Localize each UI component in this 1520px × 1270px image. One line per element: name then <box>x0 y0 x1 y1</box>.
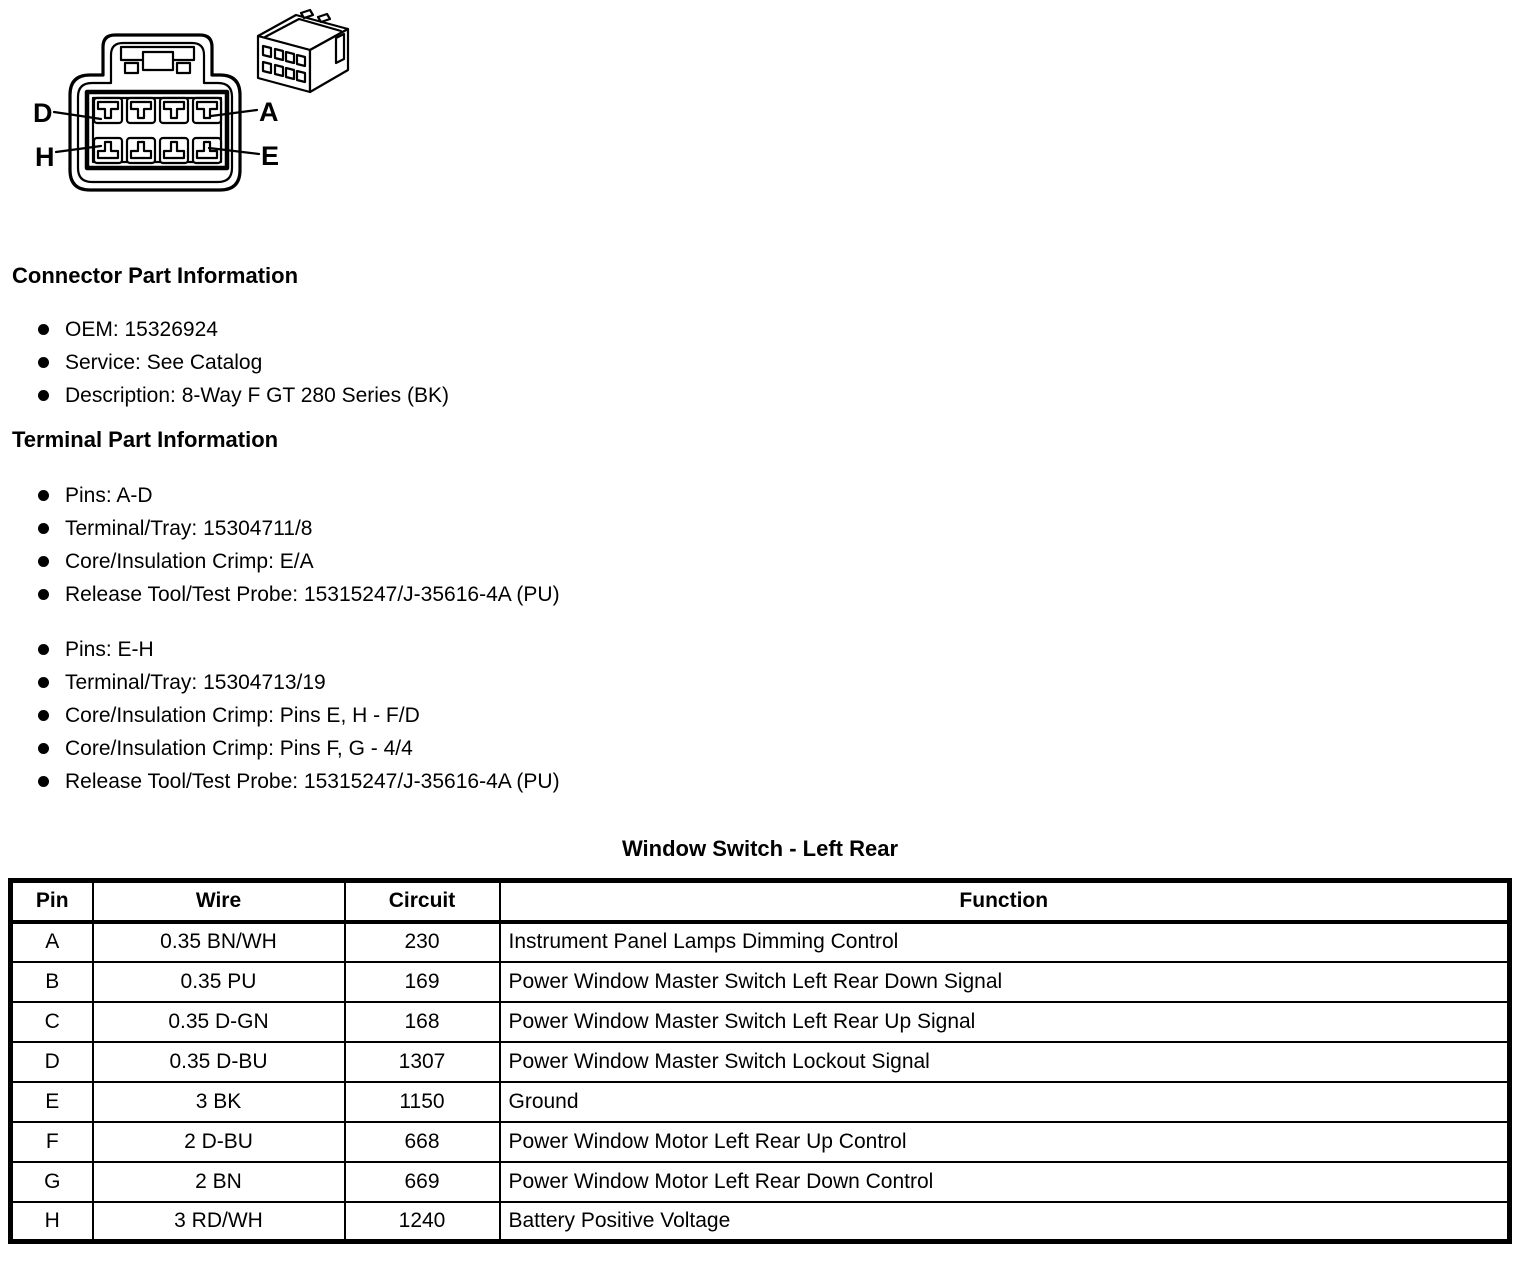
bullet-item: Pins: A-D <box>38 479 560 512</box>
cell-wire: 2 D-BU <box>93 1122 345 1162</box>
bullet-item: Description: 8-Way F GT 280 Series (BK) <box>38 379 449 412</box>
connector-diagram <box>25 0 385 220</box>
latch-center <box>143 52 173 70</box>
connector-part-bullets <box>38 313 449 412</box>
cell-wire: 3 BK <box>93 1082 345 1122</box>
cell-circuit: 669 <box>345 1162 500 1202</box>
cell-function: Ground <box>500 1082 1510 1122</box>
cell-wire: 0.35 D-BU <box>93 1042 345 1082</box>
cell-function: Battery Positive Voltage <box>500 1202 1510 1242</box>
cell-pin: D <box>11 1042 93 1082</box>
table-row <box>11 1162 1510 1202</box>
table-row <box>11 1122 1510 1162</box>
cell-pin: C <box>11 1002 93 1042</box>
cell-circuit: 1240 <box>345 1202 500 1242</box>
bullet-item: Terminal/Tray: 15304711/8 <box>38 512 560 545</box>
pin-label-e: E <box>261 141 280 171</box>
cell-wire: 0.35 BN/WH <box>93 922 345 962</box>
bullet-item: Service: See Catalog <box>38 346 449 379</box>
latch-tooth-right <box>177 63 190 73</box>
cell-pin: F <box>11 1122 93 1162</box>
connector-isometric-view <box>258 10 348 92</box>
cell-function: Instrument Panel Lamps Dimming Control <box>500 922 1510 962</box>
cell-wire: 0.35 PU <box>93 962 345 1002</box>
table-header-row <box>11 881 1510 922</box>
column-header-pin: Pin <box>11 881 93 922</box>
column-header-circuit: Circuit <box>345 881 500 922</box>
column-header-wire: Wire <box>93 881 345 922</box>
cell-function: Power Window Master Switch Left Rear Up Signal <box>500 1002 1510 1042</box>
pin-label-d: D <box>33 98 53 128</box>
table-row <box>11 922 1510 962</box>
cell-pin: A <box>11 922 93 962</box>
cell-wire: 2 BN <box>93 1162 345 1202</box>
cell-circuit: 1307 <box>345 1042 500 1082</box>
bullet-item: OEM: 15326924 <box>38 313 449 346</box>
cell-function: Power Window Master Switch Left Rear Down Signal <box>500 962 1510 1002</box>
cell-pin: B <box>11 962 93 1002</box>
bullet-item: Release Tool/Test Probe: 15315247/J-35616-4A (PU) <box>38 765 560 798</box>
pinout-table <box>8 878 1512 1244</box>
terminal-part-bullets-pins-a-d <box>38 479 560 611</box>
terminal-part-bullets-pins-e-h <box>38 633 560 798</box>
pin-label-a: A <box>259 97 279 127</box>
bullet-item: Terminal/Tray: 15304713/19 <box>38 666 560 699</box>
cell-function: Power Window Motor Left Rear Down Control <box>500 1162 1510 1202</box>
table-row <box>11 1082 1510 1122</box>
cell-function: Power Window Motor Left Rear Up Control <box>500 1122 1510 1162</box>
bullet-item: Core/Insulation Crimp: E/A <box>38 545 560 578</box>
cell-pin: G <box>11 1162 93 1202</box>
cell-circuit: 230 <box>345 922 500 962</box>
bullet-item: Pins: E-H <box>38 633 560 666</box>
terminal-part-heading: Terminal Part Information <box>12 427 279 452</box>
bullet-item: Release Tool/Test Probe: 15315247/J-35616-4A (PU) <box>38 578 560 611</box>
table-row <box>11 1042 1510 1082</box>
cell-pin: H <box>11 1202 93 1242</box>
bullet-item: Core/Insulation Crimp: Pins F, G - 4/4 <box>38 732 560 765</box>
cell-wire: 3 RD/WH <box>93 1202 345 1242</box>
table-row <box>11 962 1510 1002</box>
pin-label-h: H <box>35 142 55 172</box>
bullet-item: Core/Insulation Crimp: Pins E, H - F/D <box>38 699 560 732</box>
table-row <box>11 1002 1510 1042</box>
cell-circuit: 668 <box>345 1122 500 1162</box>
cell-pin: E <box>11 1082 93 1122</box>
cell-circuit: 169 <box>345 962 500 1002</box>
cell-wire: 0.35 D-GN <box>93 1002 345 1042</box>
cell-circuit: 168 <box>345 1002 500 1042</box>
connector-part-heading: Connector Part Information <box>12 263 299 288</box>
cell-circuit: 1150 <box>345 1082 500 1122</box>
table-title: Window Switch - Left Rear <box>621 836 899 861</box>
column-header-function: Function <box>500 881 1510 922</box>
latch-tooth-left <box>125 63 138 73</box>
cell-function: Power Window Master Switch Lockout Signal <box>500 1042 1510 1082</box>
table-row <box>11 1202 1510 1242</box>
